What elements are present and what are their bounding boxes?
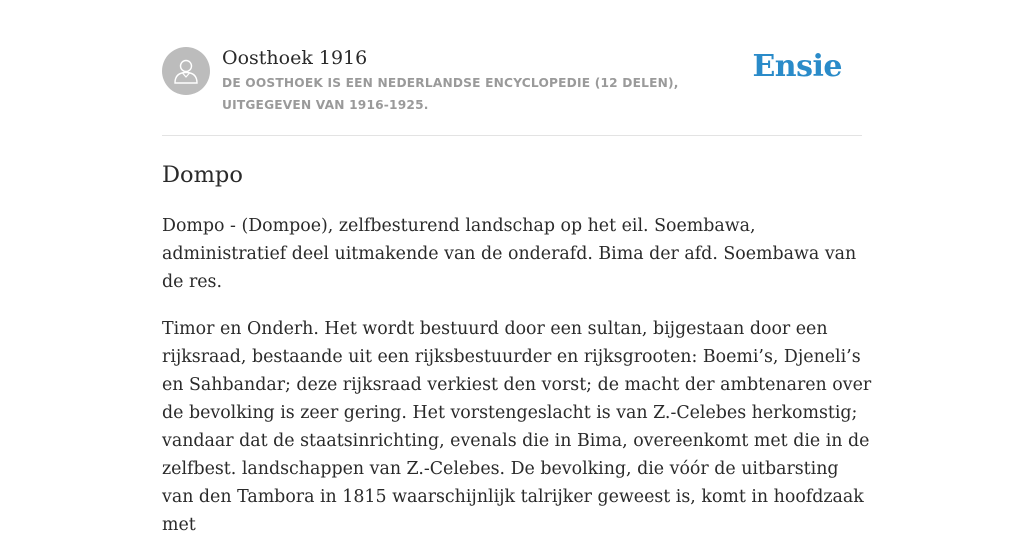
- article-paragraph: Dompo - (Dompoe), zelfbesturend landschap op het eil. Soembawa, administratief deel uitmakende van de onderafd. Bima der afd. Soembawa van de res.: [162, 216, 857, 292]
- source-description: DE OOSTHOEK IS EEN NEDERLANDSE ENCYCLOPEDIE (12 DELEN), UITGEGEVEN VAN 1916-1925.: [222, 76, 679, 112]
- article-body: [162, 212, 872, 558]
- source-name[interactable]: Oosthoek 1916: [222, 47, 368, 69]
- avatar[interactable]: [162, 47, 210, 95]
- source-header: [162, 0, 862, 136]
- article-paragraph: Timor en Onderh. Het wordt bestuurd door een sultan, bijgestaan door een rijksraad, bestaande uit een rijksbestuurder en rijksgrooten: Boemi’s, Djeneli’s en Sahbandar; deze rijksraad verkiest den vorst; de macht der ambtenaren over de bevolking is zeer gering. Het vorstengeslacht is van Z.-Celebes herkomstig; vandaar dat de staatsinrichting, evenals die in Bima, overeenkomt met die in de zelfbest. landschappen van Z.-Celebes. De bevolking, die vóór de uitbarsting van den Tambora in 1815 waarschijnlijk talrijker geweest is, komt in hoofdzaak met: [162, 319, 872, 535]
- ensie-logo-link[interactable]: Ensie: [752, 49, 842, 84]
- page-content: [162, 0, 872, 535]
- user-silhouette-icon: [171, 56, 201, 86]
- article-title: Dompo: [162, 162, 243, 188]
